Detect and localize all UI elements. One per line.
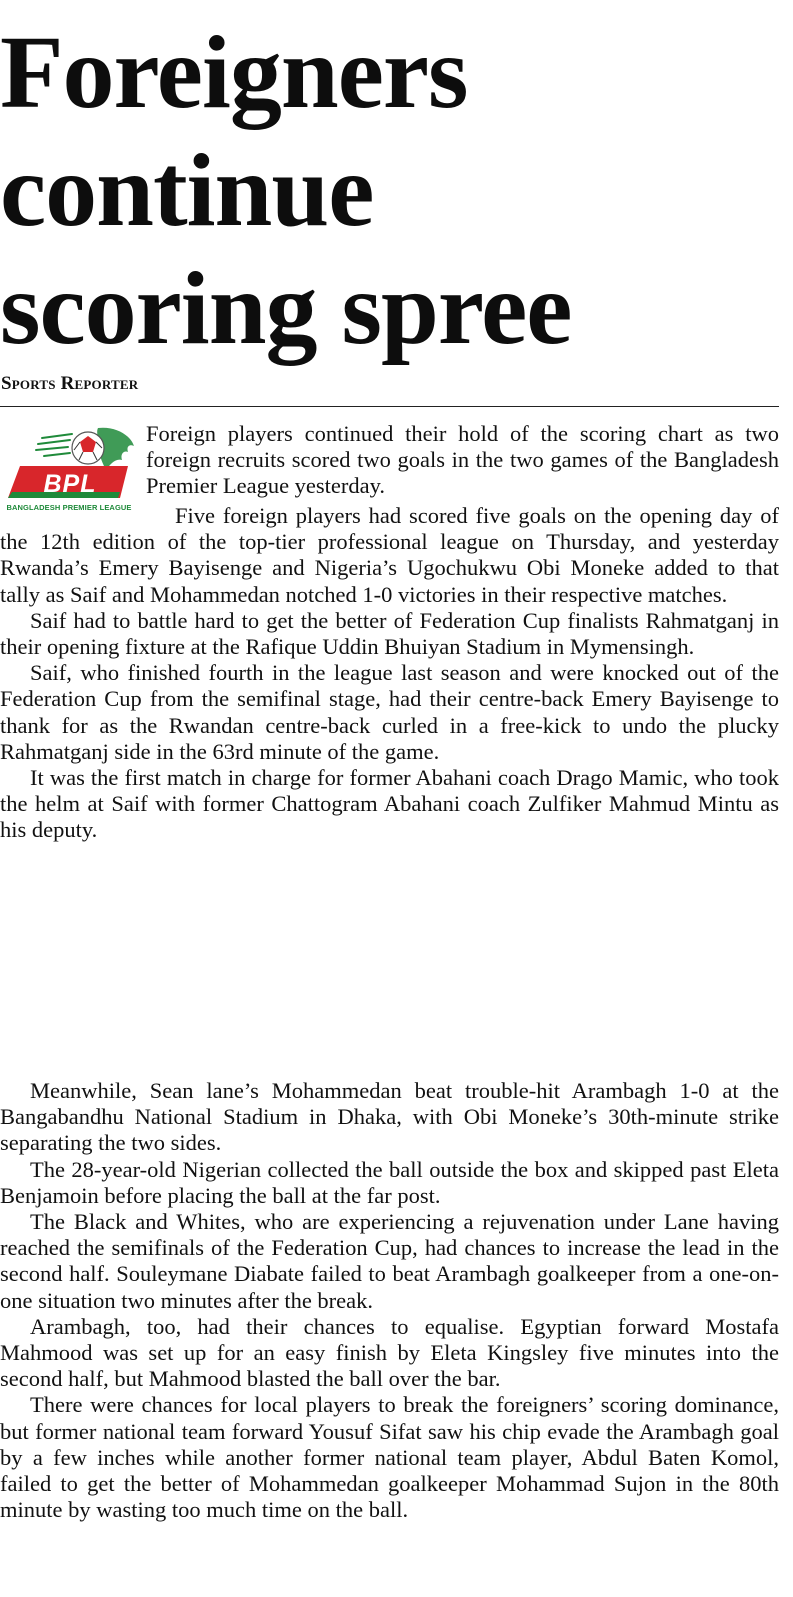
byline-divider (0, 406, 779, 407)
article-paragraph: Meanwhile, Sean lane’s Mohammedan beat trouble-hit Arambagh 1-0 at the Bangabandhu National Stadium in Dhaka, with Obi Moneke’s 30th-minute strike separating the two sides. (0, 1078, 779, 1156)
bpl-logo-icon (2, 420, 140, 516)
article-paragraph: Saif, who finished fourth in the league last season and were knocked out of the Federation Cup from the semifinal stage, had their centre-back Emery Bayisenge to thank for as the Rwandan centre-back curled in a free-kick to undo the plucky Rahmatganj side in the 63rd minute of the game. (0, 660, 779, 764)
byline: Sports Reporter (1, 373, 139, 394)
article-body-part-1 (0, 503, 779, 844)
article-headline (0, 14, 790, 368)
bpl-logo-label: BANGLADESH PREMIER LEAGUE (6, 503, 132, 512)
headline-line-3: scoring spree (0, 251, 572, 366)
bpl-logo-mark: BPL (43, 470, 97, 498)
headline-line-1: Foreigners (0, 15, 468, 130)
article-paragraph: It was the first match in charge for former Abahani coach Drago Mamic, who took the helm at Saif with former Chattogram Abahani coach Zulfiker Mahmud Mintu as his deputy. (0, 765, 779, 843)
article-paragraph: The Black and Whites, who are experiencing a rejuvenation under Lane having reached the semifinals of the Federation Cup, had chances to increase the lead in the second half. Souleymane Diabate failed to beat Arambagh goalkeeper from a one-on-one situation two minutes after the break. (0, 1209, 779, 1313)
article-paragraph: Five foreign players had scored five goals on the opening day of the 12th edition of the top-tier professional league on Thursday, and yesterday Rwanda’s Emery Bayisenge and Nigeria’s Ugochukwu Obi Moneke added to that tally as Saif and Mohammedan notched 1-0 victories in their respective matches. (0, 503, 779, 607)
article-body-part-2 (0, 1078, 779, 1523)
article-paragraph: Arambagh, too, had their chances to equalise. Egyptian forward Mostafa Mahmood was set up for an easy finish by Eleta Kingsley five minutes into the second half, but Mahmood blasted the ball over the bar. (0, 1313, 779, 1392)
article-paragraph: The 28-year-old Nigerian collected the ball outside the box and skipped past Eleta Benjamoin before placing the ball at the far post. (0, 1156, 779, 1208)
article-intro: Foreign players continued their hold of the scoring chart as two foreign recruits scored two goals in the two games of the Bangladesh Premier League yesterday. (146, 421, 779, 499)
headline-line-2: continue (0, 133, 374, 248)
article-paragraph: Saif had to battle hard to get the better of Federation Cup finalists Rahmatganj in their opening fixture at the Rafique Uddin Bhuiyan Stadium in Mymensingh. (0, 607, 779, 660)
article-paragraph: There were chances for local players to break the foreigners’ scoring dominance, but former national team forward Yousuf Sifat saw his chip evade the Arambagh goal by a few inches while another former national team player, Abdul Baten Komol, failed to get the better of Mohammedan goalkeeper Mohammad Sujon in the 80th minute by wasting too much time on the ball. (0, 1392, 779, 1523)
